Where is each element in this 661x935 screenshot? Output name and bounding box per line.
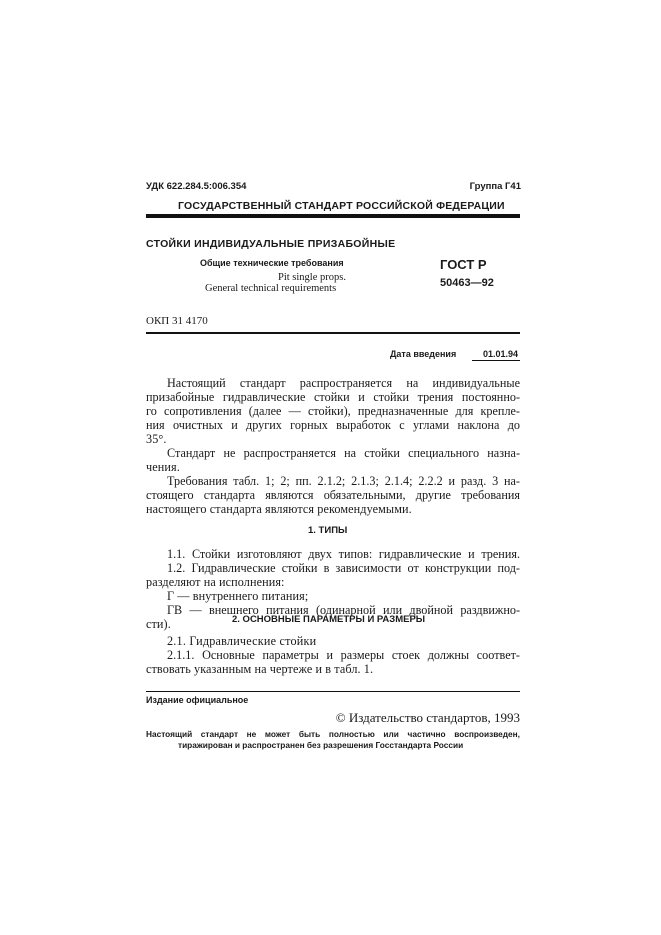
paragraph-line: Стандарт не распространяется на стойки специального назна- xyxy=(167,446,520,460)
section-heading-types: 1. ТИПЫ xyxy=(308,525,348,536)
edition-note: Издание официальное xyxy=(146,695,249,705)
paragraph-line: 35°. xyxy=(146,432,167,446)
paragraph-line: го сопротивления (далее — стойки), предназначенные для крепле- xyxy=(146,404,520,418)
paragraph-line: 2.1.1. Основные параметры и размеры стоек должны соответ- xyxy=(167,648,520,662)
paragraph-line: сти). xyxy=(146,617,171,631)
reproduction-notice-2: тиражирован и распространен без разрешения Госстандарта России xyxy=(178,740,464,750)
paragraph-line: призабойные гидравлические стойки и стойки трения постоянно- xyxy=(146,390,520,404)
group-code: Группа Г41 xyxy=(469,181,521,192)
document-title: СТОЙКИ ИНДИВИДУАЛЬНЫЕ ПРИЗАБОЙНЫЕ xyxy=(146,238,396,250)
paragraph-line: 1.2. Гидравлические стойки в зависимости от конструкции под- xyxy=(167,561,520,575)
intro-date-value: 01.01.94 xyxy=(483,349,519,359)
paragraph-line: стоящего стандарта являются обязательными, другие требования xyxy=(146,488,520,502)
okp-rule xyxy=(146,332,520,334)
header-rule xyxy=(146,214,520,218)
paragraph-line: Настоящий стандарт распространяется на индивидуальные xyxy=(167,376,520,390)
paragraph-line: 2.1. Гидравлические стойки xyxy=(167,634,317,648)
paragraph-line: настоящего стандарта являются рекомендуемыми. xyxy=(146,502,412,516)
copyright-line: © Издательство стандартов, 1993 xyxy=(335,710,520,725)
gost-number: 50463—92 xyxy=(440,277,494,289)
state-standard-title: ГОСУДАРСТВЕННЫЙ СТАНДАРТ РОССИЙСКОЙ ФЕДЕРАЦИИ xyxy=(178,200,505,212)
intro-date-label: Дата введения xyxy=(390,349,457,359)
paragraph-line: ствовать указанным на чертеже и в табл. 1. xyxy=(146,662,374,676)
footer-rule xyxy=(146,691,520,692)
paragraph-line: Требования табл. 1; 2; пп. 2.1.2; 2.1.3; 2.1.4; 2.2.2 и разд. 3 на- xyxy=(167,474,520,488)
paragraph-line: чения. xyxy=(146,460,180,474)
okp-code: ОКП 31 4170 xyxy=(146,315,208,327)
subtitle-english: General technical requirements xyxy=(205,283,337,294)
paragraph-line: ния очистных и других горных выработок с углами наклона до xyxy=(146,418,520,432)
paragraph-line: 1.1. Стойки изготовляют двух типов: гидравлические и трения. xyxy=(167,547,520,561)
title-english: Pit single props. xyxy=(278,272,346,283)
paragraph-line: ГВ — внешнего питания (одинарной или двойной раздвижно- xyxy=(167,603,520,617)
gost-label: ГОСТ Р xyxy=(440,257,487,272)
udk-code: УДК 622.284.5:006.354 xyxy=(146,181,247,192)
reproduction-notice-1: Настоящий стандарт не может быть полностью или частично воспроизведен, xyxy=(146,729,520,739)
paragraph-line: разделяют на исполнения: xyxy=(146,575,285,589)
intro-date-underline xyxy=(472,360,520,361)
document-subtitle: Общие технические требования xyxy=(200,258,344,268)
section-heading-params: 2. ОСНОВНЫЕ ПАРАМЕТРЫ И РАЗМЕРЫ xyxy=(232,614,426,625)
paragraph-line: Г — внутреннего питания; xyxy=(167,589,309,603)
